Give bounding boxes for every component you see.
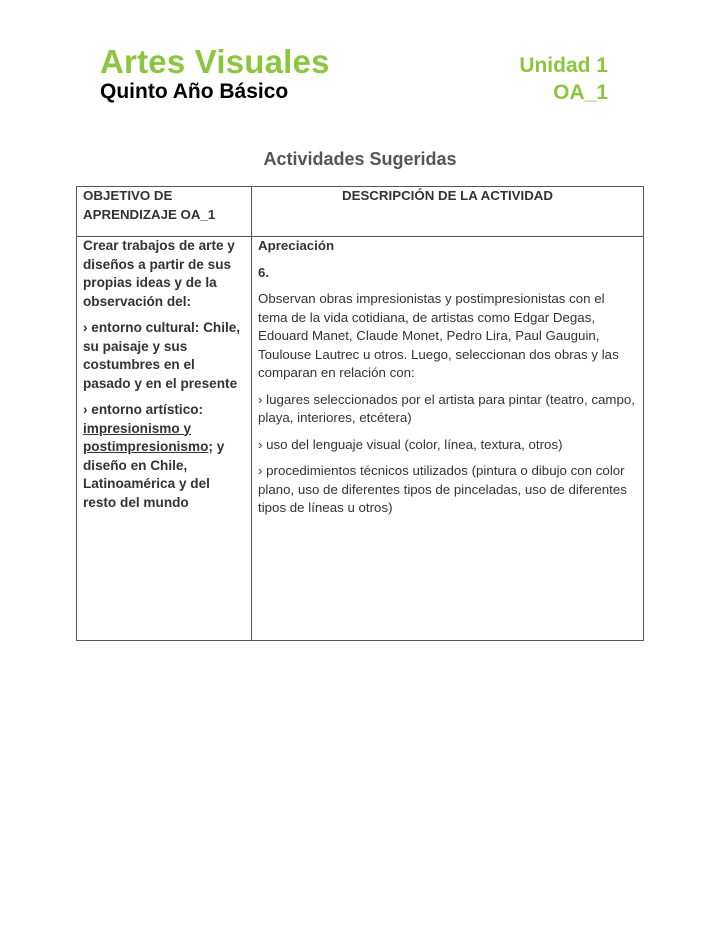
section-title: Actividades Sugeridas [263,149,457,169]
page-title: Artes Visuales [100,43,330,80]
objective-item-cultural: › entorno cultural: Chile, su paisaje y sus costumbres en el pasado y en el presente [83,320,241,391]
activity-heading: Apreciación [258,238,335,253]
unit-label: Unidad 1 [519,54,608,77]
objective-item-artistic-prefix: › entorno artístico: [83,402,204,417]
table-row [77,237,644,641]
objective-item-artistic-suffix: ; y diseño en Chile, Latinoamérica y del resto del mundo [83,439,225,510]
objective-intro: Crear trabajos de arte y diseños a partir de sus propias ideas y de la observación del: [83,238,235,309]
activity-paragraph: Observan obras impresionistas y postimpresionistas con el tema de la vida cotidiana, de artistas como Edgar Degas, Edouard Manet, Claude Monet, Pedro Lira, Paul Gauguin, Toulouse Lautrec u otros. Luego, seleccionan dos obras y las comparan en relación con: [258,291,619,380]
activity-bullet: › procedimientos técnicos utilizados (pintura o dibujo con color plano, uso de diferentes tipos de pinceladas, uso de diferentes tipos de líneas u otros) [258,463,627,515]
impresionismo-link[interactable]: impresionismo y postimpresionismo [83,420,209,454]
activity-bullet: › uso del lenguaje visual (color, línea, textura, otros) [258,436,563,452]
oa-label: OA_1 [553,81,608,104]
grade-subtitle: Quinto Año Básico [100,80,289,103]
objective-item-artistic [83,401,245,512]
table-header-row [77,187,644,237]
objective-header: OBJETIVO DE APRENDIZAJE OA_1 [77,187,252,237]
activities-table [76,186,644,641]
description-header: DESCRIPCIÓN DE LA ACTIVIDAD [252,187,644,237]
activity-number: 6. [258,264,270,280]
activity-bullet: › lugares seleccionados por el artista para pintar (teatro, campo, playa, interiores, etcétera) [258,391,635,425]
description-cell [252,237,644,641]
objective-cell [77,237,252,641]
